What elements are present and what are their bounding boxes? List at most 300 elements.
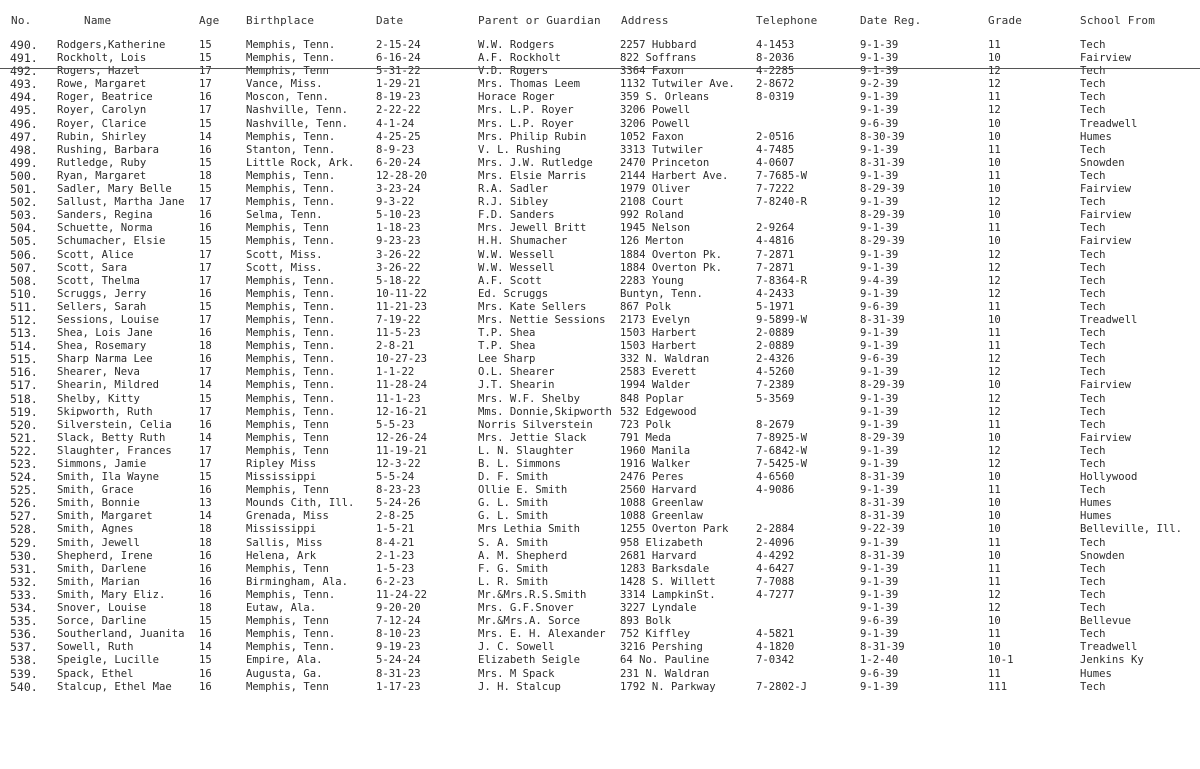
birth-date: 3-26-22	[376, 248, 421, 261]
birth-date: 11-24-22	[376, 588, 428, 601]
table-row	[0, 681, 1200, 694]
school-from: Tech	[1080, 65, 1106, 78]
telephone: 7-7222	[756, 183, 795, 196]
age: 14	[199, 130, 212, 143]
age: 15	[199, 235, 212, 248]
grade: 11	[988, 143, 1001, 156]
school-from: Tech	[1080, 680, 1106, 693]
address: 1503 Harbert	[620, 327, 697, 340]
grade: 11	[988, 91, 1001, 104]
birthplace: Stanton, Tenn.	[246, 143, 336, 156]
parent-guardian: Mrs. J.W. Rutledge	[478, 156, 593, 169]
age: 14	[199, 379, 212, 392]
record-number: 534.	[10, 601, 38, 616]
grade: 10	[988, 117, 1001, 130]
table-row	[0, 576, 1200, 589]
age: 17	[199, 65, 212, 78]
birth-date: 1-5-23	[376, 562, 415, 575]
birthplace: Memphis, Tenn.	[246, 353, 336, 366]
table-row	[0, 406, 1200, 419]
table-row	[0, 393, 1200, 406]
telephone: 7-6842-W	[756, 444, 808, 457]
student-name: Smith, Jewell	[57, 536, 140, 549]
address: 126 Merton	[620, 235, 684, 248]
parent-guardian: Mrs. G.F.Snover	[478, 602, 574, 615]
birthplace: Memphis, Tenn	[246, 444, 329, 457]
date-registered: 9-6-39	[860, 667, 899, 680]
address: 1979 Oliver	[620, 183, 691, 196]
school-from: Tech	[1080, 222, 1106, 235]
student-name: Sessions, Louise	[57, 313, 160, 326]
birthplace: Selma, Tenn.	[246, 209, 323, 222]
record-number: 510.	[10, 286, 38, 301]
student-name: Sorce, Darline	[57, 615, 147, 628]
header-telephone: Telephone	[756, 14, 818, 27]
birth-date: 8-23-23	[376, 484, 421, 497]
birth-date: 9-20-20	[376, 602, 421, 615]
record-number: 514.	[10, 339, 38, 354]
school-from: Tech	[1080, 327, 1106, 340]
parent-guardian: J. C. Sowell	[478, 641, 555, 654]
birthplace: Ripley Miss	[246, 458, 317, 470]
record-number: 517.	[10, 378, 38, 393]
record-number: 492.	[10, 64, 38, 79]
grade: 11	[988, 327, 1001, 340]
record-number: 491.	[10, 51, 38, 66]
telephone: 4-2433	[756, 287, 795, 300]
table-row	[0, 510, 1200, 523]
table-row	[0, 366, 1200, 379]
parent-guardian: Mrs. Kate Sellers	[478, 300, 587, 313]
address: 2476 Peres	[620, 471, 684, 484]
grade: 11	[988, 536, 1001, 549]
school-from: Tech	[1080, 484, 1106, 497]
address: 2583 Everett	[620, 366, 697, 379]
student-name: Shelby, Kitty	[57, 392, 140, 405]
school-from: Snowden	[1080, 549, 1125, 562]
address: 359 S. Orleans	[620, 91, 710, 104]
birth-date: 11-1-23	[376, 392, 421, 405]
birth-date: 10-11-22	[376, 287, 428, 300]
address: 2108 Court	[620, 196, 684, 209]
grade: 10	[988, 615, 1001, 628]
school-from: Tech	[1080, 196, 1106, 209]
address: 2560 Harvard	[620, 484, 697, 497]
birth-date: 8-10-23	[376, 628, 421, 641]
telephone: 2-9264	[756, 222, 795, 235]
student-name: Smith, Margaret	[57, 510, 153, 523]
parent-guardian: J.T. Shearin	[478, 379, 555, 392]
header-no: No.	[11, 14, 32, 27]
birthplace: Memphis, Tenn.	[246, 313, 336, 326]
birth-date: 11-19-21	[376, 444, 428, 457]
parent-guardian: Ollie E. Smith	[478, 484, 568, 497]
age: 16	[199, 628, 212, 641]
birth-date: 9-23-23	[376, 235, 421, 248]
birthplace: Augusta, Ga.	[246, 667, 323, 680]
grade: 10	[988, 523, 1001, 536]
table-row	[0, 301, 1200, 314]
grade: 12	[988, 458, 1001, 470]
grade: 12	[988, 261, 1001, 274]
telephone: 2-4096	[756, 536, 795, 549]
telephone: 7-8925-W	[756, 431, 808, 444]
birthplace: Memphis, Tenn.	[246, 287, 336, 300]
date-registered: 9-1-39	[860, 287, 899, 300]
parent-guardian: S. A. Smith	[478, 536, 549, 549]
table-row	[0, 668, 1200, 681]
table-row	[0, 537, 1200, 550]
address: 1052 Faxon	[620, 130, 684, 143]
grade: 10	[988, 130, 1001, 143]
birthplace: Memphis, Tenn	[246, 484, 329, 497]
record-number: 536.	[10, 627, 38, 642]
birthplace: Birmingham, Ala.	[246, 575, 349, 588]
student-name: Roger, Beatrice	[57, 91, 153, 104]
student-name: Smith, Darlene	[57, 562, 147, 575]
telephone: 4-7277	[756, 588, 795, 601]
birth-date: 5-24-26	[376, 497, 421, 510]
age: 18	[199, 523, 212, 536]
age: 17	[199, 366, 212, 379]
table-row	[0, 235, 1200, 248]
parent-guardian: Elizabeth Seigle	[478, 654, 581, 667]
parent-guardian: Mrs. M Spack	[478, 667, 555, 680]
record-number: 519.	[10, 404, 38, 419]
school-from: Tech	[1080, 392, 1106, 405]
school-from: Tech	[1080, 143, 1106, 156]
student-name: Smith, Marian	[57, 575, 140, 588]
birth-date: 7-19-22	[376, 313, 421, 326]
parent-guardian: Mrs. L.P. Royer	[478, 117, 574, 130]
date-registered: 9-6-39	[860, 300, 899, 313]
date-registered: 9-1-39	[860, 602, 899, 615]
header-date: Date	[376, 14, 404, 27]
record-number: 532.	[10, 574, 38, 589]
table-row	[0, 144, 1200, 157]
school-from: Bellevue	[1080, 615, 1132, 628]
telephone: 7-0342	[756, 654, 795, 667]
student-name: Shea, Rosemary	[57, 340, 147, 353]
record-number: 503.	[10, 208, 38, 223]
address: 1960 Manila	[620, 444, 691, 457]
telephone: 4-1820	[756, 641, 795, 654]
school-from: Tech	[1080, 274, 1106, 287]
student-name: Schumacher, Elsie	[57, 235, 166, 248]
parent-guardian: Mrs. Thomas Leem	[478, 78, 581, 91]
student-name: Skipworth, Ruth	[57, 405, 153, 418]
parent-guardian: J. H. Stalcup	[478, 680, 561, 693]
table-row	[0, 91, 1200, 104]
address: 752 Kiffley	[620, 628, 691, 641]
school-from: Treadwell	[1080, 117, 1138, 130]
student-name: Smith, Bonnie	[57, 497, 140, 510]
grade: 12	[988, 353, 1001, 366]
school-from: Tech	[1080, 458, 1106, 470]
birthplace: Memphis, Tenn	[246, 615, 329, 628]
student-name: Rockholt, Lois	[57, 52, 147, 65]
school-from: Tech	[1080, 300, 1106, 313]
address: 822 Soffrans	[620, 52, 697, 65]
grade: 11	[988, 169, 1001, 182]
birth-date: 8-9-23	[376, 143, 415, 156]
school-from: Jenkins Ky	[1080, 654, 1144, 667]
table-row	[0, 104, 1200, 117]
telephone: 4-7485	[756, 143, 795, 156]
birth-date: 12-16-21	[376, 405, 428, 418]
age: 15	[199, 654, 212, 667]
school-from: Fairview	[1080, 183, 1132, 196]
school-from: Tech	[1080, 248, 1106, 261]
parent-guardian: Mrs. Elsie Marris	[478, 169, 587, 182]
birthplace: Memphis, Tenn.	[246, 405, 336, 418]
age: 16	[199, 562, 212, 575]
parent-guardian: V.D. Rogers	[478, 65, 549, 78]
age: 16	[199, 327, 212, 340]
table-row	[0, 170, 1200, 183]
school-from: Fairview	[1080, 379, 1132, 392]
telephone: 7-7088	[756, 575, 795, 588]
date-registered: 9-1-39	[860, 444, 899, 457]
student-name: Sharp Narma Lee	[57, 353, 153, 366]
birth-date: 11-28-24	[376, 379, 428, 392]
birthplace: Scott, Miss.	[246, 248, 323, 261]
student-name: Shepherd, Irene	[57, 549, 153, 562]
birthplace: Memphis, Tenn.	[246, 196, 336, 209]
date-registered: 8-29-39	[860, 235, 905, 248]
address: 1916 Walker	[620, 458, 691, 470]
birth-date: 7-12-24	[376, 615, 421, 628]
birth-date: 11-5-23	[376, 327, 421, 340]
header-name: Name	[84, 14, 112, 27]
grade: 11	[988, 300, 1001, 313]
telephone: 4-0607	[756, 156, 795, 169]
address: 848 Poplar	[620, 392, 684, 405]
birth-date: 1-18-23	[376, 222, 421, 235]
date-registered: 1-2-40	[860, 654, 899, 667]
grade: 10	[988, 497, 1001, 510]
grade: 11	[988, 418, 1001, 431]
table-row	[0, 262, 1200, 275]
date-registered: 9-1-39	[860, 248, 899, 261]
date-registered: 9-1-39	[860, 39, 899, 51]
student-name: Smith, Grace	[57, 484, 134, 497]
age: 16	[199, 680, 212, 693]
grade: 12	[988, 196, 1001, 209]
school-from: Tech	[1080, 628, 1106, 641]
parent-guardian: R.A. Sadler	[478, 183, 549, 196]
date-registered: 9-1-39	[860, 366, 899, 379]
table-row	[0, 615, 1200, 628]
parent-guardian: Lee Sharp	[478, 353, 536, 366]
birth-date: 4-1-24	[376, 117, 415, 130]
parent-guardian: Mr.&Mrs.R.S.Smith	[478, 588, 587, 601]
grade: 10	[988, 183, 1001, 196]
table-row	[0, 39, 1200, 52]
telephone: 4-2285	[756, 65, 795, 78]
grade: 10	[988, 156, 1001, 169]
birth-date: 12-3-22	[376, 458, 421, 470]
address: 1884 Overton Pk.	[620, 261, 723, 274]
parent-guardian: H.H. Shumacher	[478, 235, 568, 248]
student-name: Sanders, Regina	[57, 209, 153, 222]
school-from: Tech	[1080, 39, 1106, 51]
birthplace: Memphis, Tenn.	[246, 327, 336, 340]
record-number: 499.	[10, 155, 38, 170]
date-registered: 9-1-39	[860, 458, 899, 470]
school-from: Humes	[1080, 497, 1112, 510]
grade: 10	[988, 209, 1001, 222]
grade: 12	[988, 104, 1001, 117]
table-row	[0, 288, 1200, 301]
school-from: Tech	[1080, 340, 1106, 353]
birthplace: Memphis, Tenn.	[246, 392, 336, 405]
date-registered: 9-1-39	[860, 169, 899, 182]
telephone: 9-5899-W	[756, 313, 808, 326]
birth-date: 2-15-24	[376, 39, 421, 51]
grade: 12	[988, 405, 1001, 418]
table-row	[0, 550, 1200, 563]
grade: 12	[988, 65, 1001, 78]
age: 17	[199, 104, 212, 117]
age: 14	[199, 510, 212, 523]
table-row	[0, 628, 1200, 641]
record-number: 535.	[10, 614, 38, 629]
age: 16	[199, 484, 212, 497]
address: 2257 Hubbard	[620, 39, 697, 51]
address: 1428 S. Willett	[620, 575, 716, 588]
age: 15	[199, 300, 212, 313]
age: 16	[199, 575, 212, 588]
birthplace: Memphis, Tenn.	[246, 300, 336, 313]
record-list	[0, 39, 1200, 694]
date-registered: 9-1-39	[860, 588, 899, 601]
birthplace: Memphis, Tenn	[246, 562, 329, 575]
header-birthplace: Birthplace	[246, 14, 315, 27]
record-number: 524.	[10, 470, 38, 485]
student-name: Scott, Thelma	[57, 274, 140, 287]
age: 18	[199, 602, 212, 615]
table-row	[0, 196, 1200, 209]
telephone: 2-0889	[756, 340, 795, 353]
age: 15	[199, 156, 212, 169]
date-registered: 8-30-39	[860, 130, 905, 143]
school-from: Tech	[1080, 575, 1106, 588]
student-name: Rowe, Margaret	[57, 78, 147, 91]
date-registered: 9-1-39	[860, 196, 899, 209]
age: 16	[199, 353, 212, 366]
telephone: 4-9086	[756, 484, 795, 497]
table-row	[0, 183, 1200, 196]
table-row	[0, 52, 1200, 65]
grade: 11	[988, 484, 1001, 497]
date-registered: 9-1-39	[860, 261, 899, 274]
parent-guardian: Mr.&Mrs.A. Sorce	[478, 615, 581, 628]
telephone: 4-4816	[756, 235, 795, 248]
school-from: Tech	[1080, 91, 1106, 104]
grade: 10	[988, 379, 1001, 392]
birthplace: Nashville, Tenn.	[246, 117, 349, 130]
address: 723 Polk	[620, 418, 672, 431]
student-name: Smith, Mary Eliz.	[57, 588, 166, 601]
date-registered: 9-22-39	[860, 523, 905, 536]
parent-guardian: D. F. Smith	[478, 471, 549, 484]
grade: 10	[988, 235, 1001, 248]
birth-date: 3-26-22	[376, 261, 421, 274]
student-name: Scruggs, Jerry	[57, 287, 147, 300]
birth-date: 4-25-25	[376, 130, 421, 143]
address: Buntyn, Tenn.	[620, 287, 703, 300]
birth-date: 3-23-24	[376, 183, 421, 196]
date-registered: 9-1-39	[860, 52, 899, 65]
table-row	[0, 497, 1200, 510]
student-name: Shearin, Mildred	[57, 379, 160, 392]
birthplace: Memphis, Tenn.	[246, 641, 336, 654]
date-registered: 8-29-39	[860, 431, 905, 444]
student-name: Rodgers,Katherine	[57, 39, 166, 51]
birth-date: 8-4-21	[376, 536, 415, 549]
parent-guardian: W.W. Rodgers	[478, 39, 555, 51]
birthplace: Grenada, Miss	[246, 510, 329, 523]
birth-date: 1-17-23	[376, 680, 421, 693]
grade: 10	[988, 471, 1001, 484]
age: 16	[199, 222, 212, 235]
date-registered: 8-31-39	[860, 497, 905, 510]
birth-date: 12-26-24	[376, 431, 428, 444]
parent-guardian: T.P. Shea	[478, 327, 536, 340]
column-header-row	[0, 14, 1200, 30]
birth-date: 5-18-22	[376, 274, 421, 287]
student-name: Shearer, Neva	[57, 366, 140, 379]
birthplace: Moscon, Tenn.	[246, 91, 329, 104]
parent-guardian: A. M. Shepherd	[478, 549, 568, 562]
student-name: Speigle, Lucille	[57, 654, 160, 667]
telephone: 4-1453	[756, 39, 795, 51]
telephone: 5-3569	[756, 392, 795, 405]
birth-date: 5-31-22	[376, 65, 421, 78]
address: 532 Edgewood	[620, 405, 697, 418]
telephone: 2-2884	[756, 523, 795, 536]
grade: 12	[988, 392, 1001, 405]
address: 1945 Nelson	[620, 222, 691, 235]
grade: 12	[988, 444, 1001, 457]
table-row	[0, 353, 1200, 366]
birth-date: 6-16-24	[376, 52, 421, 65]
birthplace: Memphis, Tenn.	[246, 52, 336, 65]
school-from: Tech	[1080, 602, 1106, 615]
date-registered: 9-1-39	[860, 222, 899, 235]
header-date-reg: Date Reg.	[860, 14, 922, 27]
date-registered: 9-6-39	[860, 615, 899, 628]
telephone: 7-2871	[756, 261, 795, 274]
student-name: Royer, Clarice	[57, 117, 147, 130]
school-from: Humes	[1080, 667, 1112, 680]
date-registered: 9-6-39	[860, 353, 899, 366]
date-registered: 9-1-39	[860, 405, 899, 418]
age: 14	[199, 431, 212, 444]
record-number: 537.	[10, 640, 38, 655]
address: 231 N. Waldran	[620, 667, 710, 680]
date-registered: 9-1-39	[860, 327, 899, 340]
telephone: 4-5821	[756, 628, 795, 641]
date-registered: 8-31-39	[860, 156, 905, 169]
record-number: 511.	[10, 299, 38, 314]
address: 791 Meda	[620, 431, 672, 444]
age: 17	[199, 458, 212, 470]
birthplace: Mounds Cith, Ill.	[246, 497, 355, 510]
student-name: Spack, Ethel	[57, 667, 134, 680]
address: 1503 Harbert	[620, 340, 697, 353]
